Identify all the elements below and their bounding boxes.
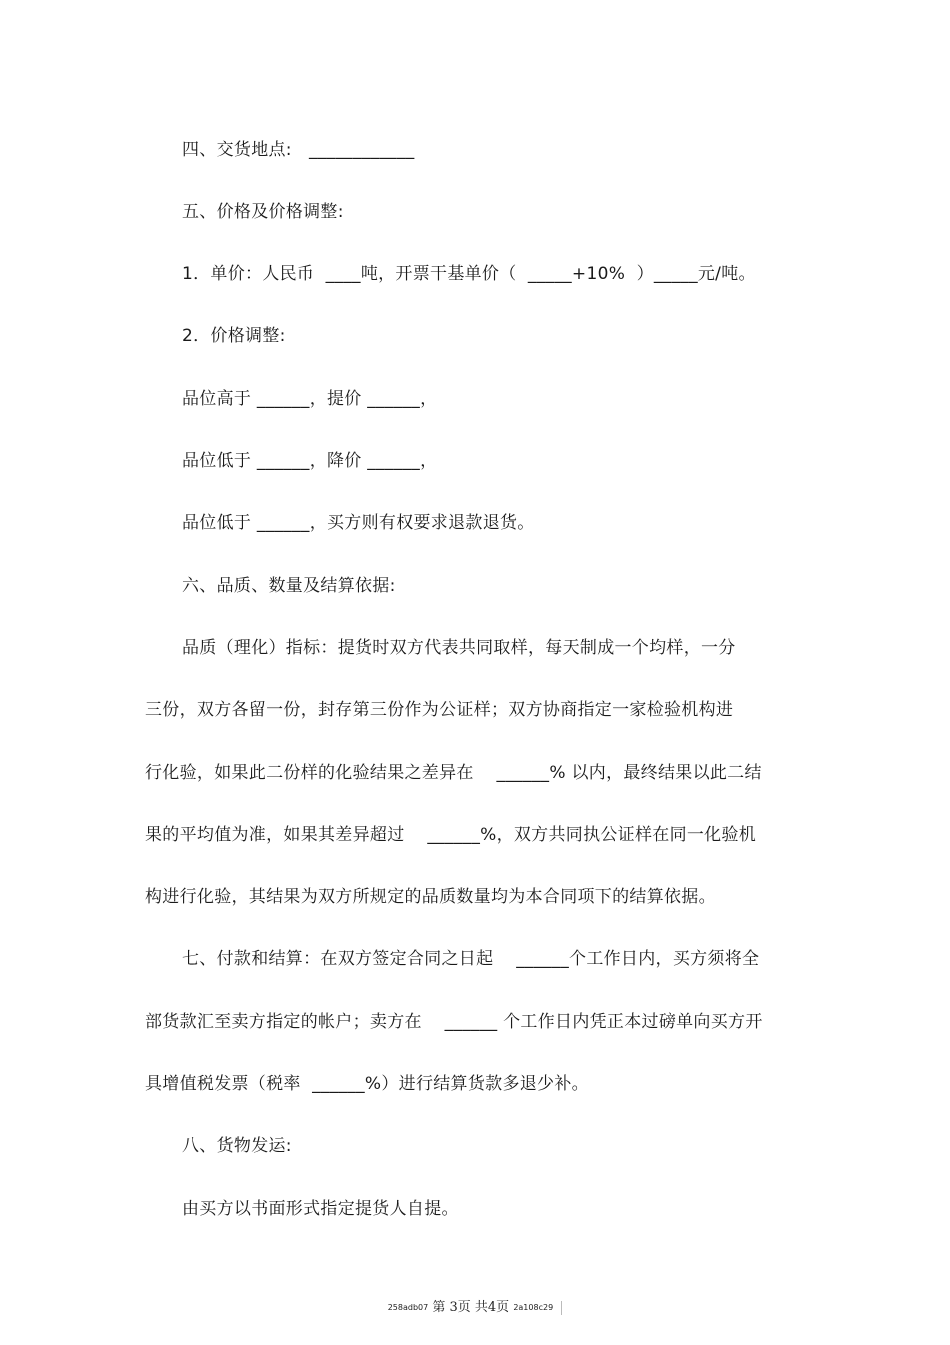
grade-lower-refund-line: 品位低于 ______，买方则有权要求退款退货。 [182,513,535,533]
payment-paragraph-line-3: 具增值税发票（税率 ______%）进行结算货款多退少补。 [145,1074,589,1094]
grade-higher-line: 品位高于 ______，提价 ______， [182,389,438,409]
grade-lower-line: 品位低于 ______，降价 ______， [182,451,438,471]
footer-divider [561,1301,562,1315]
section-delivery-location: 四、交货地点: ____________ [182,140,415,160]
quality-paragraph-line-4: 果的平均值为准，如果其差异超过 ______%，双方共同执公证样在同一化验机 [145,825,757,845]
quality-paragraph-line-5: 构进行化验，其结果为双方所规定的品质数量均为本合同项下的结算依据。 [145,887,716,907]
unit-price-line: 1．单价：人民币 ____吨，开票干基单价（ _____+10% ）_____元/吨。 [182,264,756,284]
footer-left-code: 258adb07 [387,1303,429,1312]
footer-right-code: 2a108c29 [513,1303,554,1312]
quality-paragraph-line-2: 三份，双方各留一份，封存第三份作为公证样；双方协商指定一家检验机构进 [145,700,734,720]
price-adjustment-heading: 2．价格调整: [182,326,286,346]
quality-paragraph-line-1: 品质（理化）指标：提货时双方代表共同取样，每天制成一个均样，一分 [182,638,736,658]
page-footer [0,1296,950,1315]
section-price-heading: 五、价格及价格调整: [182,202,344,222]
quality-paragraph-line-3: 行化验，如果此二份样的化验结果之差异在 ______% 以内，最终结果以此二结 [145,763,762,783]
section-quality-heading: 六、品质、数量及结算依据: [182,576,396,596]
payment-paragraph-line-1: 七、付款和结算：在双方签定合同之日起 ______个工作日内，买方须将全 [182,949,760,969]
shipping-paragraph: 由买方以书面形式指定提货人自提。 [182,1199,459,1219]
payment-paragraph-line-2: 部货款汇至卖方指定的帐户；卖方在 ______ 个工作日内凭正本过磅单向买方开 [145,1012,763,1032]
section-shipping-heading: 八、货物发运: [182,1136,292,1156]
page-number: 第 3页 共4页 [432,1300,510,1315]
